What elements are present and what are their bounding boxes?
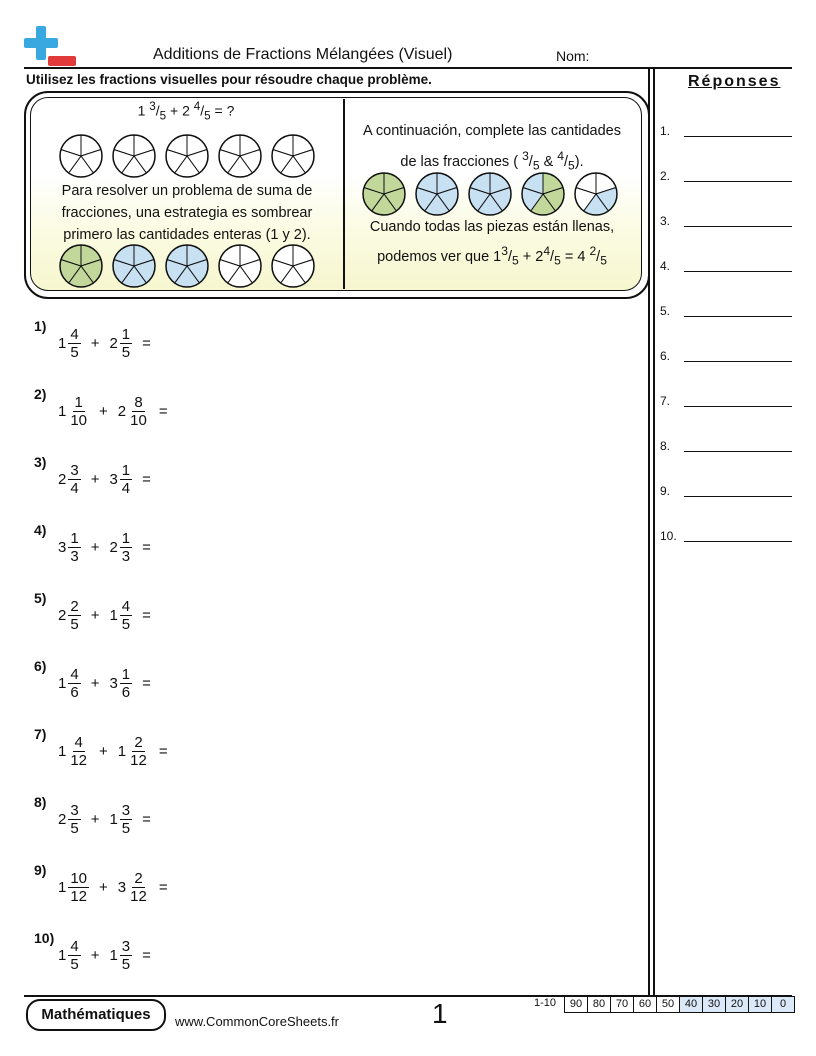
problem-item: [24, 590, 324, 650]
numerator: 3: [121, 938, 131, 955]
equals-sign: =: [158, 879, 168, 897]
pie-icon: [270, 133, 316, 179]
problem-item: [24, 454, 324, 514]
equals-sign: =: [142, 947, 151, 965]
problem-item: [24, 658, 324, 718]
answer-row: [660, 304, 792, 324]
pie-icon: [58, 243, 104, 289]
plus-sign: +: [90, 471, 100, 489]
answer-label: 9.: [660, 484, 671, 498]
fraction: [120, 462, 132, 498]
fraction: [128, 870, 149, 906]
answer-row: [660, 259, 792, 279]
score-cell: 80: [588, 996, 611, 1013]
denominator: 5: [70, 616, 79, 634]
whole-number: 2: [109, 335, 118, 353]
example-right-pies: [361, 171, 631, 217]
problem-expression: [58, 666, 161, 702]
name-label: Nom:: [556, 48, 590, 64]
answer-blank[interactable]: [684, 181, 792, 182]
answer-row: [660, 349, 792, 369]
score-cell: 40: [680, 996, 703, 1013]
answer-label: 2.: [660, 169, 671, 183]
pie-icon: [217, 133, 263, 179]
denominator: 3: [121, 548, 131, 566]
denominator: 12: [70, 888, 88, 906]
whole-number: 2: [58, 811, 67, 829]
problem-expression: [58, 938, 161, 974]
numerator: 2: [134, 870, 143, 887]
score-cell: 10: [749, 996, 772, 1013]
answer-row: [660, 124, 792, 144]
answer-label: 1.: [660, 124, 671, 138]
plus-sign: +: [90, 335, 100, 353]
answer-row: [660, 529, 792, 549]
fraction: [68, 598, 80, 634]
fraction: [120, 938, 132, 974]
problem-item: [24, 726, 324, 786]
denominator: 12: [130, 888, 147, 906]
pie-icon: [217, 243, 263, 289]
denominator: 6: [70, 684, 79, 702]
footer-url[interactable]: www.CommonCoreSheets.fr: [175, 1014, 339, 1029]
pie-icon: [270, 243, 316, 289]
fraction: [120, 530, 132, 566]
fraction: [120, 802, 132, 838]
fraction: [128, 394, 149, 430]
plus-sign: +: [90, 947, 100, 965]
example-right-text4: podemos ver que $1^3/_5 + 2^4/_5 = 4$ $^2/_5$: [377, 244, 607, 268]
score-cell: 70: [611, 996, 634, 1013]
problem-number: 3): [34, 454, 47, 470]
example-divider: [343, 99, 345, 289]
example-left-pies-top: [58, 133, 318, 179]
problem-number: 10): [34, 930, 55, 946]
answers-title: Réponses: [688, 73, 781, 90]
fraction: [128, 734, 149, 770]
plus-sign: +: [99, 403, 108, 421]
plus-sign: +: [90, 675, 100, 693]
numerator: 1: [70, 530, 79, 547]
denominator: 5: [70, 344, 79, 362]
fraction: [120, 666, 132, 702]
whole-number: 3: [58, 539, 67, 557]
score-cell: 20: [726, 996, 749, 1013]
denominator: 12: [130, 752, 147, 770]
numerator: 3: [70, 802, 79, 819]
problem-expression: [58, 802, 161, 838]
numerator: 2: [70, 598, 79, 615]
fraction: [68, 462, 80, 498]
answer-label: 6.: [660, 349, 671, 363]
whole-number: 1: [109, 947, 118, 965]
whole-number: 1: [58, 879, 67, 897]
numerator: 1: [121, 326, 131, 343]
page-title: Additions de Fractions Mélangées (Visuel): [153, 46, 453, 63]
plus-sign: +: [90, 811, 100, 829]
score-cell: 30: [703, 996, 726, 1013]
answer-blank[interactable]: [684, 361, 792, 362]
example-left-equation: 1 $^3/_5 + 2$ $^4/_5$ = ?: [137, 100, 235, 123]
fraction: [68, 802, 80, 838]
denominator: 3: [70, 548, 79, 566]
pie-icon: [467, 171, 513, 217]
answer-row: [660, 169, 792, 189]
example-right-text1: A continuación, complete las cantidades: [363, 123, 621, 139]
answer-label: 4.: [660, 259, 671, 273]
whole-number: 1: [58, 743, 67, 761]
instructions: Utilisez les fractions visuelles pour résoudre chaque problème.: [26, 72, 432, 87]
answer-blank[interactable]: [684, 541, 792, 542]
problem-number: 5): [34, 590, 47, 606]
example-right-text2: de las fracciones ( $^3/_5$ & $^4/_5$).: [400, 149, 584, 173]
problem-item: [24, 794, 324, 854]
whole-number: 2: [58, 471, 67, 489]
numerator: 10: [70, 870, 88, 887]
page-number: 1: [432, 998, 448, 1029]
problem-number: 9): [34, 862, 47, 878]
pie-icon: [164, 133, 210, 179]
problem-expression: [58, 326, 161, 362]
problem-number: 8): [34, 794, 47, 810]
answer-blank[interactable]: [684, 136, 792, 137]
answer-blank[interactable]: [684, 226, 792, 227]
score-label: 1-10: [534, 997, 557, 1009]
answer-row: [660, 394, 792, 414]
problem-item: [24, 930, 324, 990]
equals-sign: =: [158, 403, 168, 421]
pie-icon: [111, 243, 157, 289]
score-table: [564, 996, 795, 1013]
problem-expression: [58, 462, 161, 498]
problem-expression: [58, 394, 178, 430]
whole-number: 1: [109, 811, 118, 829]
problem-item: [24, 522, 324, 582]
denominator: 5: [121, 820, 131, 838]
whole-number: 3: [117, 879, 127, 897]
answer-row: [660, 439, 792, 459]
pie-icon: [573, 171, 619, 217]
fraction: [68, 530, 80, 566]
denominator: 5: [121, 956, 131, 974]
example-left-text: Para resolver un problema de suma de fracciones, una estrategia es sombrear primero las cantidades enteras (1 y 2).: [61, 183, 313, 243]
numerator: 3: [70, 462, 79, 479]
numerator: 4: [74, 734, 83, 751]
problem-expression: [58, 530, 161, 566]
numerator: 4: [121, 598, 131, 615]
denominator: 4: [70, 480, 79, 498]
whole-number: 1: [58, 947, 67, 965]
whole-number: 1: [58, 403, 67, 421]
problem-expression: [58, 598, 161, 634]
header-rule: [24, 67, 792, 69]
denominator: 6: [121, 684, 131, 702]
answer-blank[interactable]: [684, 406, 792, 407]
example-right-text3: Cuando todas las piezas están llenas,: [369, 219, 615, 235]
whole-number: 2: [117, 403, 127, 421]
numerator: 2: [134, 734, 143, 751]
denominator: 12: [70, 752, 88, 770]
pie-icon: [111, 133, 157, 179]
numerator: 4: [70, 666, 79, 683]
numerator: 8: [134, 394, 143, 411]
equals-sign: =: [142, 471, 151, 489]
logo-icon: [24, 26, 80, 68]
pie-icon: [414, 171, 460, 217]
problem-number: 7): [34, 726, 47, 742]
whole-number: 2: [58, 607, 67, 625]
numerator: 4: [70, 326, 79, 343]
answer-blank[interactable]: [684, 271, 792, 272]
numerator: 4: [70, 938, 79, 955]
score-cell: 90: [564, 996, 588, 1013]
denominator: 4: [121, 480, 131, 498]
numerator: 3: [121, 802, 131, 819]
answer-row: [660, 214, 792, 234]
pie-icon: [164, 243, 210, 289]
score-cell: 60: [634, 996, 657, 1013]
denominator: 5: [121, 344, 131, 362]
problem-number: 2): [34, 386, 47, 402]
denominator: 5: [121, 616, 131, 634]
whole-number: 1: [109, 607, 118, 625]
plus-sign: +: [90, 607, 100, 625]
numerator: 1: [121, 666, 131, 683]
problem-number: 4): [34, 522, 47, 538]
answer-blank[interactable]: [684, 316, 792, 317]
whole-number: 3: [109, 675, 118, 693]
equals-sign: =: [142, 607, 151, 625]
subject-badge: Mathématiques: [26, 999, 166, 1031]
score-cell: 0: [772, 996, 795, 1013]
problem-item: [24, 862, 324, 922]
fraction: [68, 666, 80, 702]
whole-number: 1: [58, 675, 67, 693]
numerator: 1: [121, 530, 131, 547]
denominator: 5: [70, 820, 79, 838]
plus-sign: +: [90, 539, 100, 557]
problem-number: 1): [34, 318, 47, 334]
equals-sign: =: [142, 811, 151, 829]
equals-sign: =: [142, 335, 151, 353]
answer-label: 5.: [660, 304, 671, 318]
plus-sign: +: [99, 879, 108, 897]
fraction: [68, 870, 89, 906]
denominator: 5: [70, 956, 79, 974]
answer-label: 8.: [660, 439, 671, 453]
denominator: 10: [70, 412, 88, 430]
whole-number: 3: [109, 471, 118, 489]
whole-number: 1: [58, 335, 67, 353]
equals-sign: =: [142, 675, 151, 693]
answer-label: 7.: [660, 394, 671, 408]
whole-number: 2: [109, 539, 118, 557]
whole-number: 1: [117, 743, 127, 761]
equals-sign: =: [158, 743, 168, 761]
fraction: [68, 394, 89, 430]
answer-blank[interactable]: [684, 451, 792, 452]
fraction: [68, 734, 89, 770]
plus-sign: +: [99, 743, 108, 761]
pie-icon: [361, 171, 407, 217]
score-cell: 50: [657, 996, 680, 1013]
problem-number: 6): [34, 658, 47, 674]
pie-icon: [520, 171, 566, 217]
problem-expression: [58, 870, 178, 906]
numerator: 1: [74, 394, 83, 411]
equals-sign: =: [142, 539, 151, 557]
fraction: [68, 938, 80, 974]
answer-blank[interactable]: [684, 496, 792, 497]
problem-item: [24, 386, 324, 446]
problem-expression: [58, 734, 178, 770]
pie-icon: [58, 133, 104, 179]
answer-row: [660, 484, 792, 504]
denominator: 10: [130, 412, 147, 430]
example-left-pies-bottom: [58, 243, 318, 289]
numerator: 1: [121, 462, 131, 479]
problem-item: [24, 318, 324, 378]
answer-label: 10.: [660, 529, 677, 543]
answer-label: 3.: [660, 214, 671, 228]
fraction: [120, 598, 132, 634]
fraction: [68, 326, 80, 362]
fraction: [120, 326, 132, 362]
